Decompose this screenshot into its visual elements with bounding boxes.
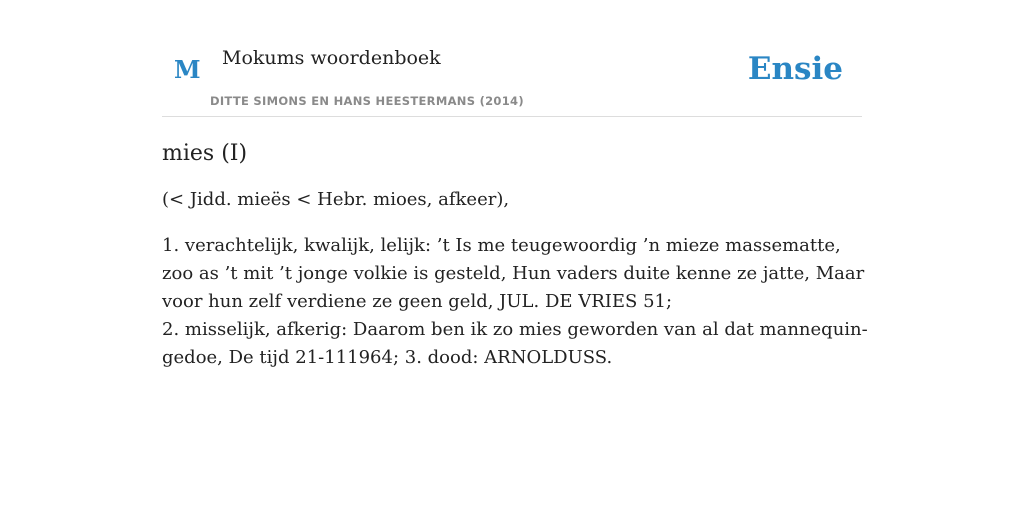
definition-part-2: 2. misselijk, afkerig: Daarom ben ik zo mies geworden van al dat mannequin-gedoe, De tijd 21-111964; 3. dood: ARNOLDUSS. [162, 319, 868, 368]
dictionary-logo[interactable]: M [174, 55, 201, 84]
entry-definition [162, 232, 868, 372]
entry-etymology: (< Jidd. mieës < Hebr. mioes, afkeer), [162, 189, 510, 210]
dictionary-title[interactable]: Mokums woordenboek [222, 47, 441, 69]
ensie-logo[interactable]: Ensie [747, 51, 843, 87]
definition-part-1: 1. verachtelijk, kwalijk, lelijk: ’t Is me teugewoordig ’n mieze massematte, zoo as ’t mit ’t jonge volkie is gesteld, Hun vaders duite kenne ze jatte, Maar voor hun zelf verdiene ze geen geld, JUL. DE VRIES 51; [162, 235, 865, 312]
dictionary-authors: DITTE SIMONS EN HANS HEESTERMANS (2014) [210, 94, 524, 108]
dictionary-entry [162, 136, 868, 372]
entry-headword: mies (I) [162, 141, 248, 166]
dictionary-header [162, 40, 862, 117]
